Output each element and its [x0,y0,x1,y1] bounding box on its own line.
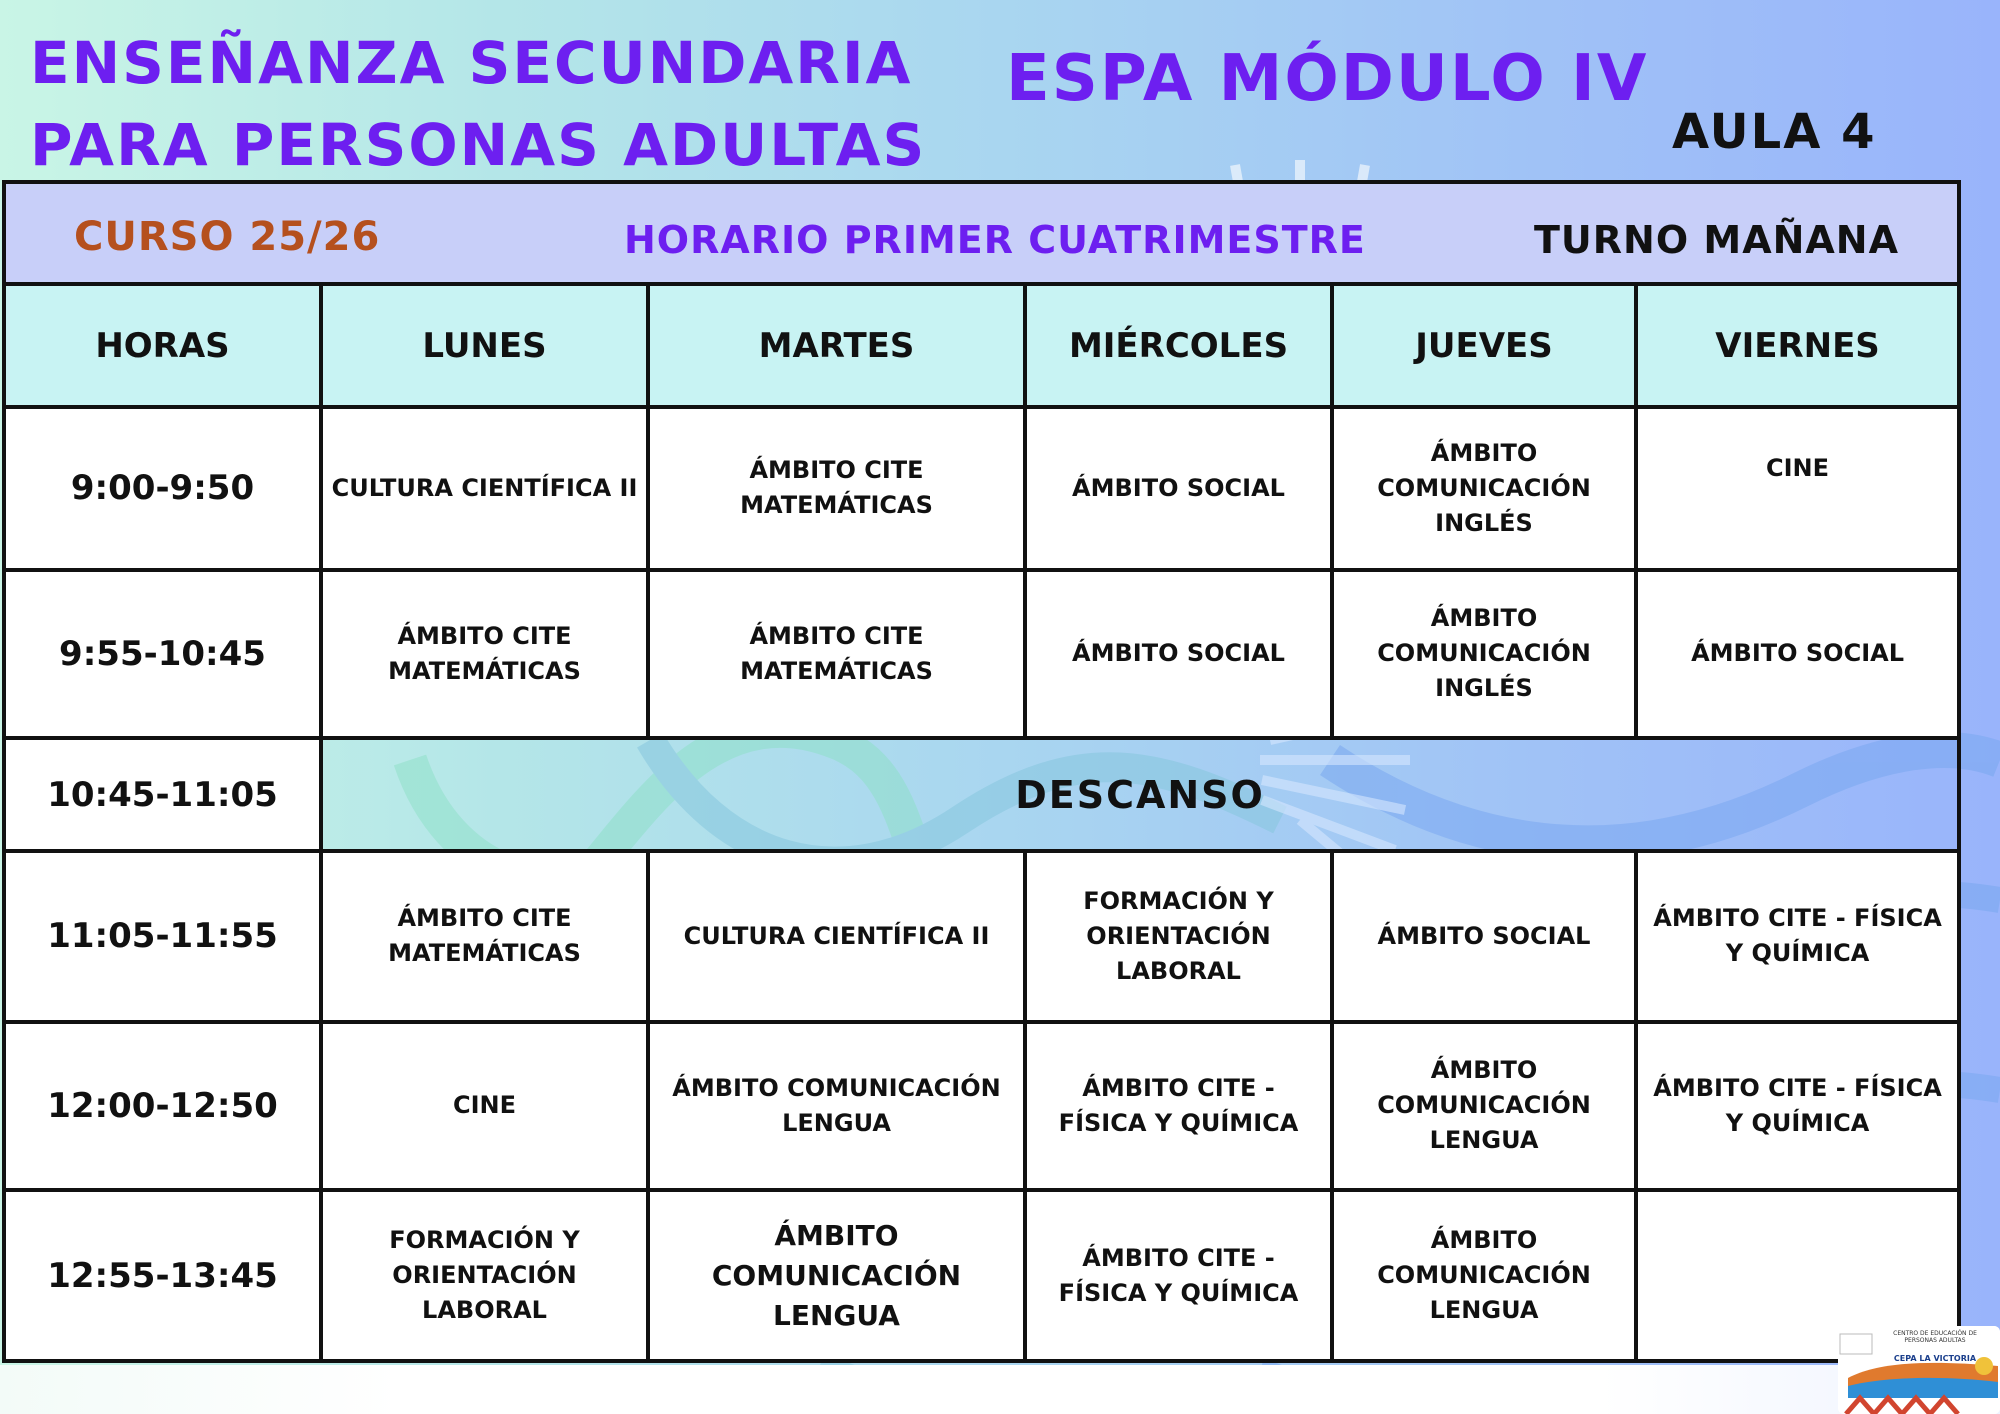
course-label: CURSO 25/26 [74,214,381,261]
class-cell: ÁMBITO SOCIAL [1332,851,1636,1022]
column-header-wednesday: MIÉRCOLES [1025,284,1332,407]
class-cell: ÁMBITO CITE - FÍSICA Y QUÍMICA [1636,851,1959,1022]
class-cell: ÁMBITO COMUNICACIÓN LENGUA [648,1190,1025,1361]
table-row [4,407,1959,570]
table-row [4,570,1959,739]
class-cell: ÁMBITO SOCIAL [1025,570,1332,739]
info-bar [4,182,1959,284]
break-label: DESCANSO [321,738,1959,850]
column-header-thursday: JUEVES [1332,284,1636,407]
class-cell: ÁMBITO CITE - FÍSICA Y QUÍMICA [1636,1022,1959,1191]
break-row [4,738,1959,850]
class-cell: ÁMBITO CITE - FÍSICA Y QUÍMICA [1025,1190,1332,1361]
room-label: AULA 4 [1672,104,1877,160]
column-header-tuesday: MARTES [648,284,1025,407]
class-cell: CULTURA CIENTÍFICA II [321,407,648,570]
logo-caption: CENTRO DE EDUCACIÓN DE PERSONAS ADULTAS [1893,1330,1977,1344]
class-cell: ÁMBITO CITE MATEMÁTICAS [321,851,648,1022]
class-cell: CINE [321,1022,648,1191]
column-header-monday: LUNES [321,284,648,407]
page-title [30,22,926,186]
class-cell: ÁMBITO CITE MATEMÁTICAS [648,570,1025,739]
hour-cell: 11:05-11:55 [4,851,321,1022]
school-logo [1838,1326,2000,1414]
class-cell: FORMACIÓN Y ORIENTACIÓN LABORAL [1025,851,1332,1022]
column-header-hours: HORAS [4,284,321,407]
schedule-table [2,180,1961,1363]
class-cell: FORMACIÓN Y ORIENTACIÓN LABORAL [321,1190,648,1361]
hour-cell: 9:00-9:50 [4,407,321,570]
class-cell: ÁMBITO COMUNICACIÓN INGLÉS [1332,570,1636,739]
module-title: ESPA MÓDULO IV [1006,42,1649,116]
title-line-1: ENSEÑANZA SECUNDARIA [30,29,913,97]
class-cell: ÁMBITO COMUNICACIÓN LENGUA [1332,1190,1636,1361]
class-cell: ÁMBITO COMUNICACIÓN INGLÉS [1332,407,1636,570]
column-header-friday: VIERNES [1636,284,1959,407]
class-cell: ÁMBITO CITE MATEMÁTICAS [648,407,1025,570]
class-cell: ÁMBITO CITE MATEMÁTICAS [321,570,648,739]
title-line-2: PARA PERSONAS ADULTAS [30,111,927,179]
bottom-strip [0,1365,2000,1414]
schedule-label: HORARIO PRIMER CUATRIMESTRE [624,218,1366,263]
shift-label: TURNO MAÑANA [1534,218,1900,263]
class-cell: ÁMBITO COMUNICACIÓN LENGUA [648,1022,1025,1191]
hour-cell: 9:55-10:45 [4,570,321,739]
logo-name: CEPA LA VICTORIA [1893,1354,1977,1363]
class-cell: ÁMBITO COMUNICACIÓN LENGUA [1332,1022,1636,1191]
class-cell: CULTURA CIENTÍFICA II [648,851,1025,1022]
class-cell: ÁMBITO SOCIAL [1025,407,1332,570]
table-row [4,851,1959,1022]
table-row [4,1022,1959,1191]
hour-cell: 12:55-13:45 [4,1190,321,1361]
class-cell: ÁMBITO CITE - FÍSICA Y QUÍMICA [1025,1022,1332,1191]
table-row [4,1190,1959,1361]
column-header-row [4,284,1959,407]
class-cell: ÁMBITO SOCIAL [1636,570,1959,739]
hour-cell: 12:00-12:50 [4,1022,321,1191]
class-cell: CINE [1636,407,1959,570]
hour-cell: 10:45-11:05 [4,738,321,850]
